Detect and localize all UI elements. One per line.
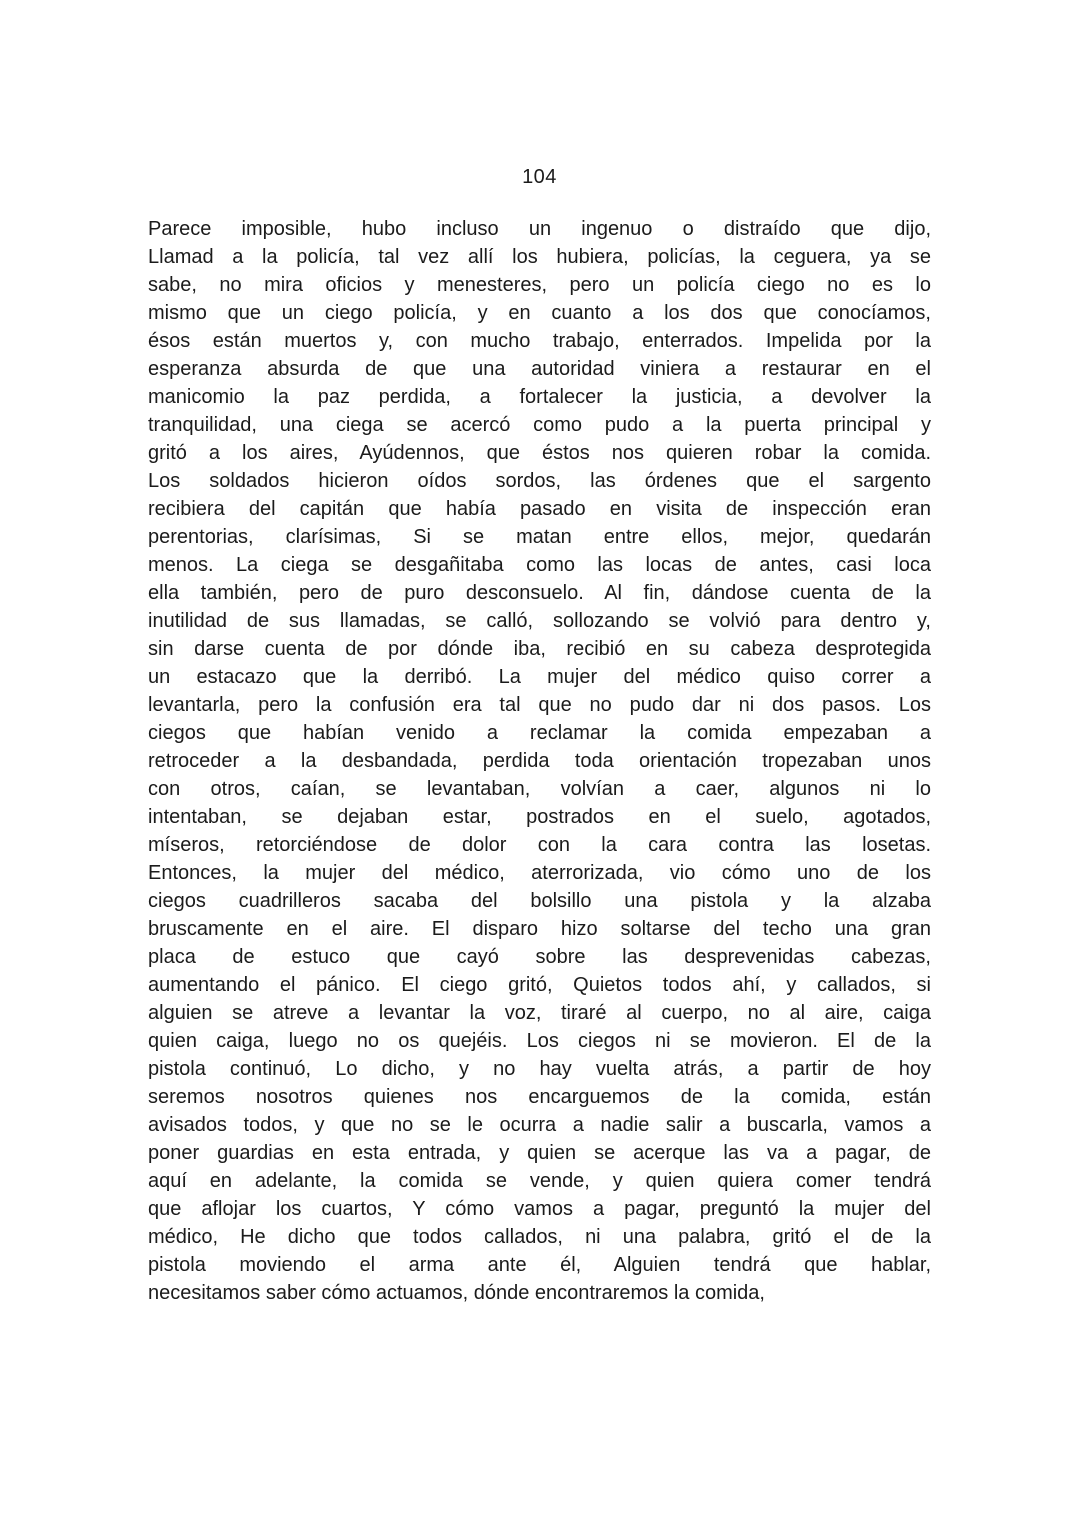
text-line: sin darse cuenta de por dónde iba, recibió en su cabeza desprotegida bbox=[148, 638, 931, 660]
text-line: menos. La ciega se desgañitaba como las locas de antes, casi loca bbox=[148, 554, 931, 576]
text-line: Entonces, la mujer del médico, aterrorizada, vio cómo uno de los bbox=[148, 862, 931, 884]
text-line: médico, He dicho que todos callados, ni una palabra, gritó el de la bbox=[148, 1226, 931, 1248]
text-line: perentorias, clarísimas, Si se matan entre ellos, mejor, quedarán bbox=[148, 526, 931, 548]
text-line: míseros, retorciéndose de dolor con la cara contra las losetas. bbox=[148, 834, 931, 856]
text-line: mismo que un ciego policía, y en cuanto a los dos que conocíamos, bbox=[148, 302, 931, 324]
page-number: 104 bbox=[522, 166, 557, 188]
text-line: quien caiga, luego no os quejéis. Los ciegos ni se movieron. El de la bbox=[148, 1030, 931, 1052]
text-line: Llamad a la policía, tal vez allí los hubiera, policías, la ceguera, ya se bbox=[148, 246, 931, 268]
text-line: seremos nosotros quienes nos encarguemos de la comida, están bbox=[148, 1086, 931, 1108]
text-line: con otros, caían, se levantaban, volvían a caer, algunos ni lo bbox=[148, 778, 931, 800]
text-line: un estacazo que la derribó. La mujer del médico quiso correr a bbox=[148, 666, 931, 688]
text-line: ciegos cuadrilleros sacaba del bolsillo una pistola y la alzaba bbox=[148, 890, 931, 912]
text-line: pistola moviendo el arma ante él, Alguien tendrá que hablar, bbox=[148, 1254, 931, 1276]
text-line: manicomio la paz perdida, a fortalecer la justicia, a devolver la bbox=[148, 386, 931, 408]
text-line: necesitamos saber cómo actuamos, dónde encontraremos la comida, bbox=[148, 1282, 765, 1304]
text-line: poner guardias en esta entrada, y quien se acerque las va a pagar, de bbox=[148, 1142, 931, 1164]
text-line: Parece imposible, hubo incluso un ingenuo o distraído que dijo, bbox=[148, 218, 931, 240]
text-line: levantarla, pero la confusión era tal que no pudo dar ni dos pasos. Los bbox=[148, 694, 931, 716]
text-line: ésos están muertos y, con mucho trabajo, enterrados. Impelida por la bbox=[148, 330, 931, 352]
text-line: tranquilidad, una ciega se acercó como pudo a la puerta principal y bbox=[148, 414, 931, 436]
text-line: sabe, no mira oficios y menesteres, pero un policía ciego no es lo bbox=[148, 274, 931, 296]
text-line: recibiera del capitán que había pasado en visita de inspección eran bbox=[148, 498, 931, 520]
text-line: retroceder a la desbandada, perdida toda orientación tropezaban unos bbox=[148, 750, 931, 772]
text-line: avisados todos, y que no se le ocurra a nadie salir a buscarla, vamos a bbox=[148, 1114, 931, 1136]
text-line: que aflojar los cuartos, Y cómo vamos a pagar, preguntó la mujer del bbox=[148, 1198, 931, 1220]
text-line: aquí en adelante, la comida se vende, y quien quiera comer tendrá bbox=[148, 1170, 931, 1192]
text-line: Los soldados hicieron oídos sordos, las órdenes que el sargento bbox=[148, 470, 931, 492]
text-line: alguien se atreve a levantar la voz, tiraré al cuerpo, no al aire, caiga bbox=[148, 1002, 931, 1024]
body-text-block bbox=[148, 215, 931, 1307]
text-line: aumentando el pánico. El ciego gritó, Quietos todos ahí, y callados, si bbox=[148, 974, 931, 996]
text-line: gritó a los aires, Ayúdennos, que éstos nos quieren robar la comida. bbox=[148, 442, 931, 464]
text-line: placa de estuco que cayó sobre las desprevenidas cabezas, bbox=[148, 946, 931, 968]
text-line: ella también, pero de puro desconsuelo. Al fin, dándose cuenta de la bbox=[148, 582, 931, 604]
text-line: intentaban, se dejaban estar, postrados en el suelo, agotados, bbox=[148, 806, 931, 828]
text-line: bruscamente en el aire. El disparo hizo soltarse del techo una gran bbox=[148, 918, 931, 940]
text-line: inutilidad de sus llamadas, se calló, sollozando se volvió para dentro y, bbox=[148, 610, 931, 632]
text-line: pistola continuó, Lo dicho, y no hay vuelta atrás, a partir de hoy bbox=[148, 1058, 931, 1080]
text-line: esperanza absurda de que una autoridad viniera a restaurar en el bbox=[148, 358, 931, 380]
text-line: ciegos que habían venido a reclamar la comida empezaban a bbox=[148, 722, 931, 744]
